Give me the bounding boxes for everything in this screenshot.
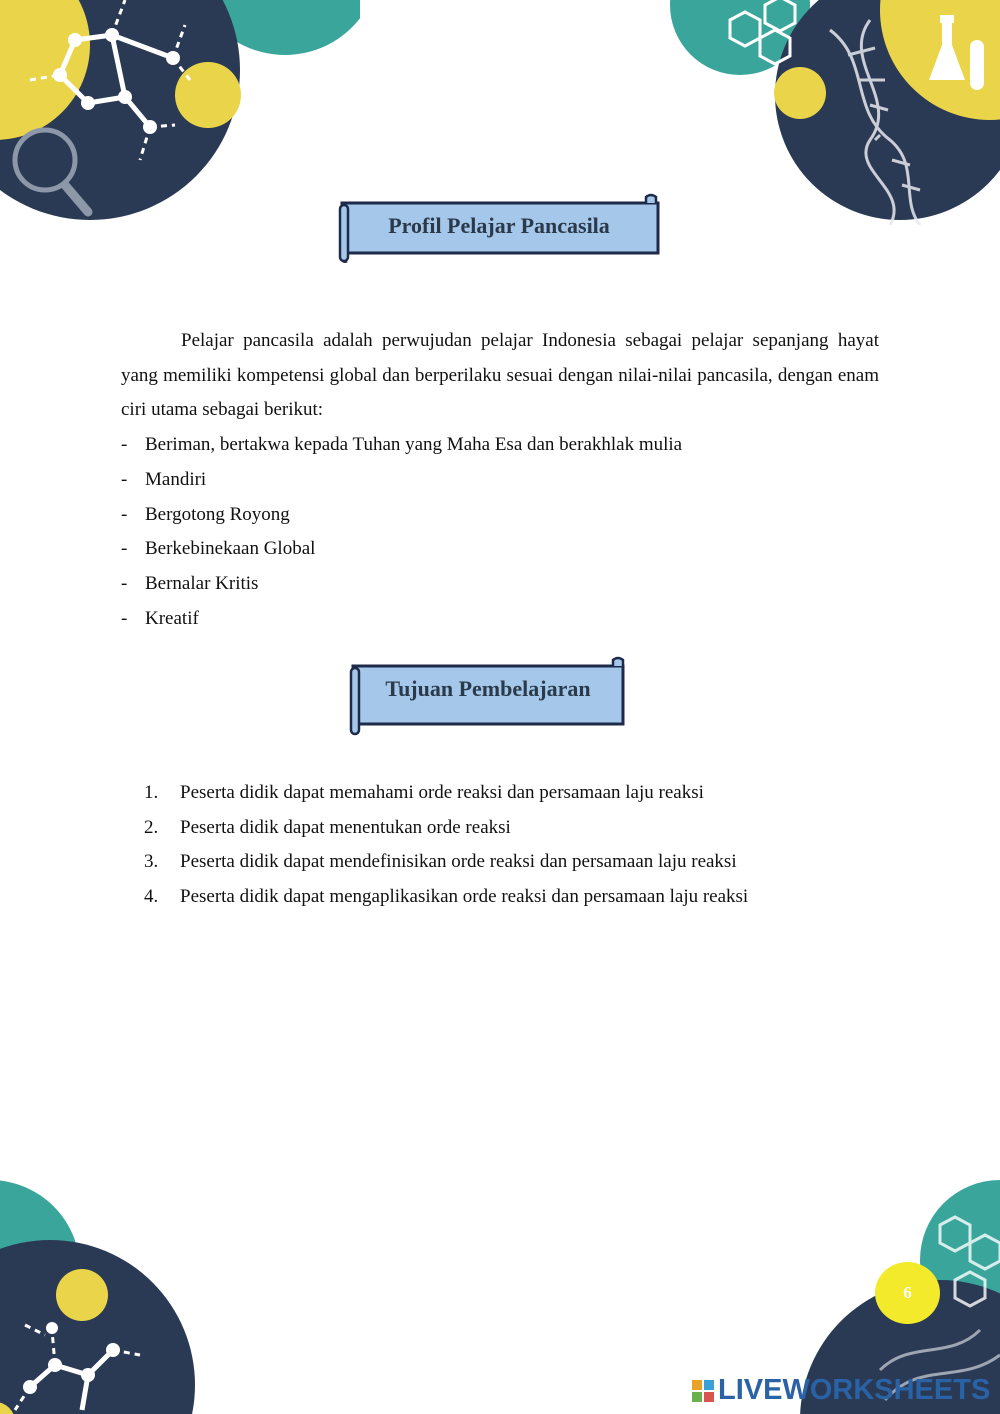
bullet-dash: - bbox=[121, 434, 128, 455]
list-item-text: Kreatif bbox=[145, 607, 199, 629]
list-item-text: Beriman, bertakwa kepada Tuhan yang Maha Esa dan berakhlak mulia bbox=[145, 434, 683, 455]
list-item-number: 1. bbox=[144, 782, 159, 803]
pancasila-traits-list bbox=[121, 428, 682, 637]
logo-text: LIVEWORKSHEETS bbox=[718, 1374, 991, 1406]
list-item bbox=[144, 811, 748, 846]
list-item bbox=[144, 845, 748, 880]
logo-squares-icon bbox=[692, 1380, 714, 1402]
list-item-number: 2. bbox=[144, 816, 159, 838]
list-item bbox=[121, 567, 682, 602]
list-item bbox=[121, 498, 682, 533]
list-item-text: Bernalar Kritis bbox=[145, 573, 259, 595]
bullet-dash: - bbox=[121, 607, 128, 629]
page-number-badge: 6 bbox=[875, 1262, 940, 1324]
list-item bbox=[144, 880, 748, 915]
section-banner-tujuan bbox=[347, 656, 629, 738]
list-item-text: Peserta didik dapat menentukan orde reaksi bbox=[180, 816, 511, 838]
list-item bbox=[121, 428, 682, 463]
list-item-text: Peserta didik dapat mendefinisikan orde reaksi dan persamaan laju reaksi bbox=[180, 851, 737, 873]
list-item-text: Peserta didik dapat memahami orde reaksi dan persamaan laju reaksi bbox=[180, 782, 704, 803]
section-title-profil: Profil Pelajar Pancasila bbox=[388, 213, 610, 238]
bullet-dash: - bbox=[121, 468, 128, 490]
bullet-dash: - bbox=[121, 503, 128, 525]
top-right-decoration bbox=[670, 0, 1000, 225]
bottom-left-decoration bbox=[0, 1160, 200, 1414]
learning-goals-list bbox=[144, 776, 748, 915]
bullet-dash: - bbox=[121, 538, 128, 560]
list-item-number: 3. bbox=[144, 851, 159, 873]
list-item-text: Berkebinekaan Global bbox=[145, 538, 316, 560]
bullet-dash: - bbox=[121, 573, 128, 595]
list-item bbox=[121, 532, 682, 567]
list-item bbox=[121, 463, 682, 498]
list-item bbox=[121, 602, 682, 637]
top-left-decoration bbox=[0, 0, 360, 240]
liveworksheets-logo bbox=[692, 1374, 990, 1407]
list-item-text: Mandiri bbox=[145, 468, 207, 490]
intro-paragraph bbox=[121, 324, 879, 428]
list-item-number: 4. bbox=[144, 886, 159, 908]
section-title-tujuan: Tujuan Pembelajaran bbox=[385, 676, 591, 701]
list-item bbox=[144, 776, 748, 811]
section-banner-profil bbox=[336, 193, 662, 265]
list-item-text: Bergotong Royong bbox=[145, 503, 290, 525]
intro-text: Pelajar pancasila adalah perwujudan pelajar Indonesia sebagai pelajar sepanjang hayat yang memiliki kompetensi global dan berperilaku sesuai dengan nilai-nilai pancasila, dengan enam ciri utama sebagai berikut: bbox=[121, 330, 879, 421]
list-item-text: Peserta didik dapat mengaplikasikan orde reaksi dan persamaan laju reaksi bbox=[180, 886, 749, 908]
